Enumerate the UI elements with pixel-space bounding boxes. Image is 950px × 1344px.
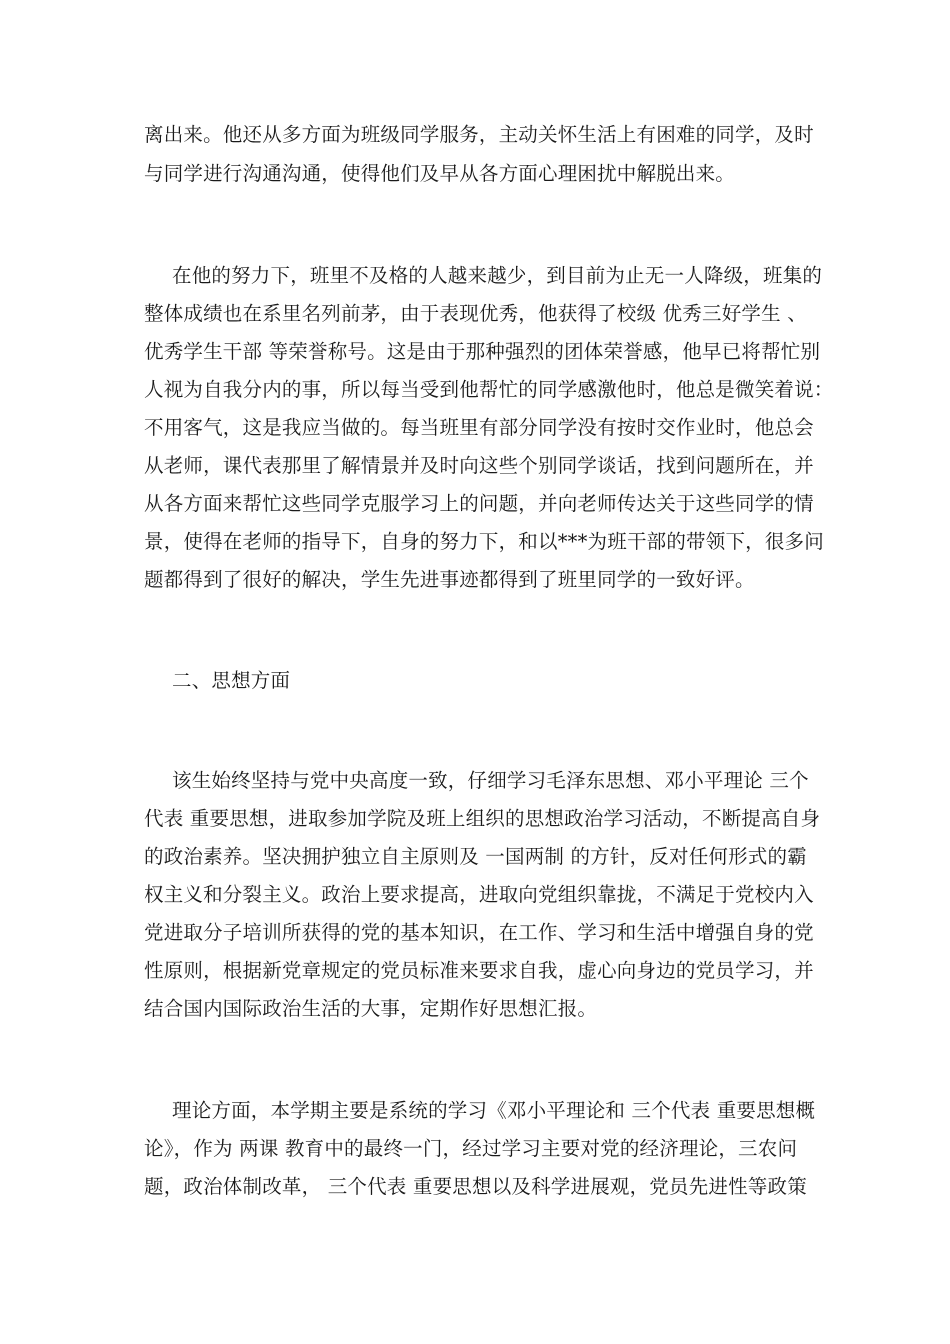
paragraph-2-line-5: 不用客气，这是我应当做的。每当班里有部分同学没有按时交作业时，他总会 xyxy=(144,416,814,439)
paragraph-2-line-6: 从老师，课代表那里了解情景并及时向这些个别同学谈话，找到问题所在，并 xyxy=(144,454,814,477)
paragraph-3-line-5: 党进取分子培训所获得的党的基本知识，在工作、学习和生活中增强自身的党 xyxy=(144,921,814,944)
paragraph-4-line-1: 理论方面，本学期主要是系统的学习《邓小平理论和 三个代表 重要思想概 xyxy=(172,1099,816,1122)
paragraph-3-line-4: 权主义和分裂主义。政治上要求提高，进取向党组织靠拢，不满足于党校内入 xyxy=(144,883,814,906)
paragraph-1-line-1: 离出来。他还从多方面为班级同学服务，主动关怀生活上有困难的同学，及时 xyxy=(144,123,814,146)
paragraph-4-line-3: 题，政治体制改革， 三个代表 重要思想以及科学进展观，党员先进性等政策 xyxy=(144,1175,807,1198)
paragraph-2-line-2: 整体成绩也在系里名列前茅，由于表现优秀，他获得了校级 优秀三好学生 、 xyxy=(144,302,807,325)
paragraph-2-line-8: 景，使得在老师的指导下，自身的努力下，和以***为班干部的带领下，很多问 xyxy=(144,530,824,553)
paragraph-2-line-4: 人视为自我分内的事，所以每当受到他帮忙的同学感激他时，他总是微笑着说： xyxy=(144,378,834,401)
paragraph-3-line-3: 的政治素养。坚决拥护独立自主原则及 一国两制 的方针，反对任何形式的霸 xyxy=(144,845,807,868)
section-heading: 二、思想方面 xyxy=(172,669,291,692)
paragraph-3-line-7: 结合国内国际政治生活的大事，定期作好思想汇报。 xyxy=(144,997,598,1020)
paragraph-3-line-6: 性原则，根据新党章规定的党员标准来要求自我，虚心向身边的党员学习，并 xyxy=(144,959,814,982)
paragraph-3-line-1: 该生始终坚持与党中央高度一致，仔细学习毛泽东思想、邓小平理论 三个 xyxy=(172,769,809,792)
paragraph-2-line-9: 题都得到了很好的解决，学生先进事迹都得到了班里同学的一致好评。 xyxy=(144,568,755,591)
paragraph-4-line-2: 论》，作为 两课 教育中的最终一门，经过学习主要对党的经济理论，三农问 xyxy=(144,1137,798,1160)
paragraph-2-line-7: 从各方面来帮忙这些同学克服学习上的问题，并向老师传达关于这些同学的情 xyxy=(144,492,814,515)
paragraph-2-line-1: 在他的努力下，班里不及格的人越来越少，到目前为止无一人降级，班集的 xyxy=(172,264,823,287)
paragraph-1-line-2: 与同学进行沟通沟通，使得他们及早从各方面心理困扰中解脱出来。 xyxy=(144,162,736,185)
paragraph-3-line-2: 代表 重要思想，进取参加学院及班上组织的思想政治学习活动，不断提高自身 xyxy=(144,807,821,830)
paragraph-2-line-3: 优秀学生干部 等荣誉称号。这是由于那种强烈的团体荣誉感，他早已将帮忙别 xyxy=(144,340,821,363)
